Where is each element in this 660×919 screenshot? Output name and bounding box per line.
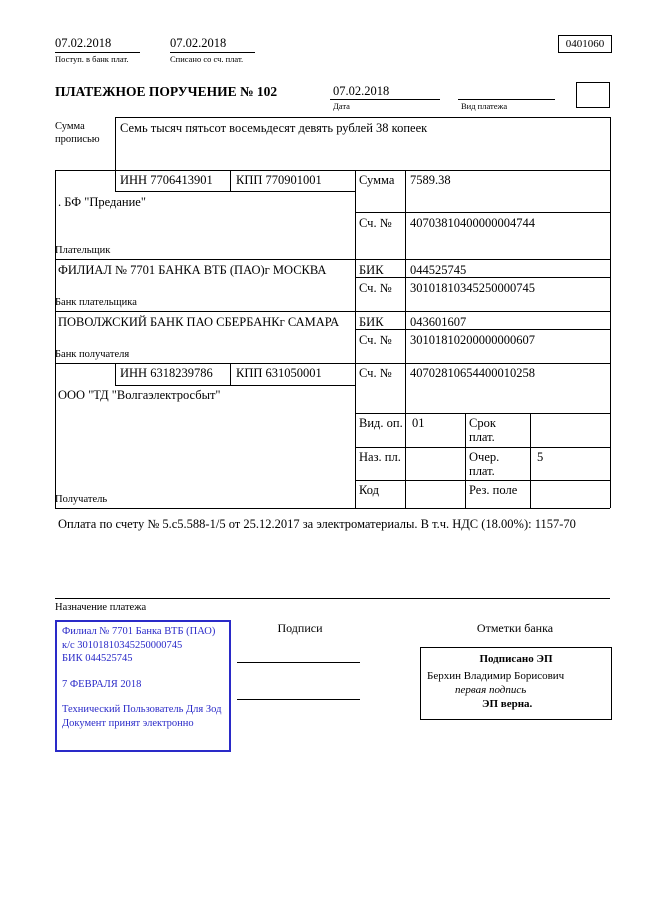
sum-label: Сумма	[359, 173, 395, 187]
payee-name: ООО "ТД "Волгаэлектросбыт"	[58, 388, 221, 402]
received-date: 07.02.2018	[55, 36, 112, 50]
stamp-user: Технический Пользователь Для Зод	[62, 704, 222, 715]
payee-bank-caption: Банк получателя	[55, 349, 130, 360]
bank-stamp	[55, 620, 231, 752]
table-line	[55, 259, 610, 260]
priority-label: Очер. плат.	[469, 450, 500, 479]
table-line	[115, 191, 355, 192]
payer-bank-bik-value: 044525745	[410, 263, 467, 277]
table-line	[230, 363, 231, 385]
priority-value: 5	[537, 450, 544, 464]
payee-bank-bik-label: БИК	[359, 315, 384, 329]
table-line	[355, 212, 610, 213]
table-line	[55, 508, 610, 509]
document-date-label: Дата	[333, 101, 350, 111]
table-line	[115, 117, 116, 191]
document-title: ПЛАТЕЖНОЕ ПОРУЧЕНИЕ № 102	[55, 84, 278, 99]
payment-type-box	[576, 82, 610, 108]
purpose-code-label: Наз. пл.	[359, 450, 401, 464]
pay-term-label: Срок плат.	[469, 416, 496, 445]
payer-bank-account-value: 30101810345250000745	[410, 281, 535, 295]
signature-line-1	[237, 662, 360, 663]
stamp-note: Документ принят электронно	[62, 717, 194, 729]
stamp-date: 7 ФЕВРАЛЯ 2018	[62, 678, 142, 690]
amount-words-value: Семь тысяч пятьсот восемьдесят девять рублей 38 копеек	[120, 121, 428, 135]
table-line	[355, 480, 610, 481]
document-date: 07.02.2018	[333, 84, 390, 98]
table-line	[355, 413, 610, 414]
debited-date: 07.02.2018	[170, 36, 227, 50]
payee-account-label: Сч. №	[359, 366, 392, 380]
payment-purpose-text: Оплата по счету № 5.с5.588-1/5 от 25.12.2017 за электроматериалы. В т.ч. НДС (18.00%): 1157-70	[58, 517, 576, 531]
table-line	[55, 170, 56, 508]
esign-role: первая подпись	[455, 684, 527, 696]
debited-date-label: Списано со сч. плат.	[170, 54, 244, 64]
payment-type-label: Вид платежа	[461, 101, 508, 111]
payee-bank-account-label: Сч. №	[359, 333, 392, 347]
table-line	[55, 598, 610, 599]
sum-value: 7589.38	[410, 173, 451, 187]
payment-type-underline	[458, 99, 555, 100]
payer-bank-name: ФИЛИАЛ № 7701 БАНКА ВТБ (ПАО)г МОСКВА	[58, 263, 327, 277]
stamp-corr-account: к/с 30101810345250000745	[62, 639, 183, 651]
table-line	[230, 170, 231, 191]
op-type-value: 01	[412, 416, 425, 430]
table-line	[55, 363, 610, 364]
received-date-underline	[55, 52, 140, 53]
payee-account-value: 40702810654400010258	[410, 366, 535, 380]
esign-box	[420, 647, 612, 720]
table-line	[115, 117, 610, 118]
table-line	[115, 385, 355, 386]
table-line	[55, 170, 610, 171]
payer-name: . БФ "Предание"	[58, 195, 146, 209]
signature-line-2	[237, 699, 360, 700]
op-type-label: Вид. оп.	[359, 416, 403, 430]
stamp-branch: Филиал № 7701 Банка ВТБ (ПАО)	[62, 626, 216, 637]
code-label: Код	[359, 483, 379, 497]
payer-bank-caption: Банк плательщика	[55, 297, 137, 308]
signatures-header: Подписи	[277, 621, 323, 635]
stamp-bik: БИК 044525745	[62, 653, 133, 664]
debited-date-underline	[170, 52, 255, 53]
table-line	[355, 277, 610, 278]
table-line	[355, 447, 610, 448]
table-line	[530, 413, 531, 508]
esign-title: Подписано ЭП	[479, 653, 553, 665]
payee-inn: ИНН 6318239786	[120, 366, 213, 380]
payer-bank-account-label: Сч. №	[359, 281, 392, 295]
payer-account-label: Сч. №	[359, 216, 392, 230]
document-date-underline	[330, 99, 440, 100]
reserve-field-label: Рез. поле	[469, 483, 518, 497]
table-line	[465, 413, 466, 508]
form-code-box	[558, 35, 612, 53]
amount-words-label: Сумма прописью	[55, 121, 100, 145]
payer-caption: Плательщик	[55, 245, 111, 256]
payer-inn: ИНН 7706413901	[120, 173, 213, 187]
esign-verified: ЭП верна.	[482, 698, 533, 710]
payer-account-value: 40703810400000004744	[410, 216, 535, 230]
payee-bank-account-value: 30101810200000000607	[410, 333, 535, 347]
received-date-label: Поступ. в банк плат.	[55, 54, 129, 64]
payer-kpp: КПП 770901001	[236, 173, 322, 187]
table-line	[115, 363, 116, 385]
payee-bank-bik-value: 043601607	[410, 315, 467, 329]
payment-purpose-caption: Назначение платежа	[55, 602, 147, 613]
form-code: 0401060	[565, 38, 605, 50]
payee-bank-name: ПОВОЛЖСКИЙ БАНК ПАО СБЕРБАНКг САМАРА	[58, 315, 340, 329]
payer-bank-bik-label: БИК	[359, 263, 384, 277]
table-line	[55, 311, 610, 312]
table-line	[610, 117, 611, 508]
esign-name: Берхин Владимир Борисович	[427, 670, 565, 682]
table-line	[355, 170, 356, 508]
bank-marks-header: Отметки банка	[476, 621, 554, 635]
payee-caption: Получатель	[55, 494, 108, 505]
table-line	[405, 170, 406, 508]
payee-kpp: КПП 631050001	[236, 366, 322, 380]
table-line	[355, 329, 610, 330]
